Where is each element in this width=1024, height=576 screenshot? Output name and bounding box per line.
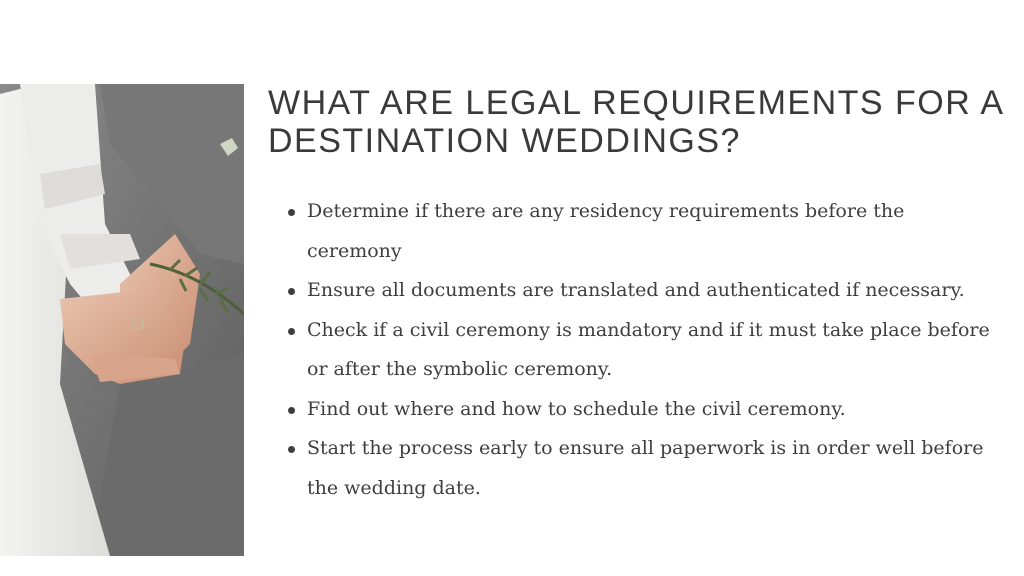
bullet-icon: [288, 328, 295, 335]
list-item-text: Find out where and how to schedule the civil ceremony.: [307, 397, 846, 420]
list-item-text: Check if a civil ceremony is mandatory and if it must take place before or after the symbolic ceremony.: [307, 318, 990, 380]
bullet-icon: [288, 288, 295, 295]
list-item: [288, 192, 998, 271]
bullet-icon: [288, 407, 295, 414]
slide-title: WHAT ARE LEGAL REQUIREMENTS FOR A DESTINATION WEDDINGS?: [268, 84, 1003, 160]
list-item: [288, 311, 998, 390]
list-item-text: Determine if there are any residency requirements before the ceremony: [307, 200, 905, 262]
bullet-icon: [288, 209, 295, 216]
list-item: [288, 390, 998, 430]
requirements-list: [288, 192, 998, 508]
list-item: [288, 429, 998, 508]
wedding-hands-photo: [0, 84, 244, 556]
list-item-text: Start the process early to ensure all paperwork is in order well before the wedding date.: [307, 437, 984, 499]
bullet-icon: [288, 446, 295, 453]
list-item: [288, 271, 998, 311]
list-item-text: Ensure all documents are translated and authenticated if necessary.: [307, 279, 965, 301]
